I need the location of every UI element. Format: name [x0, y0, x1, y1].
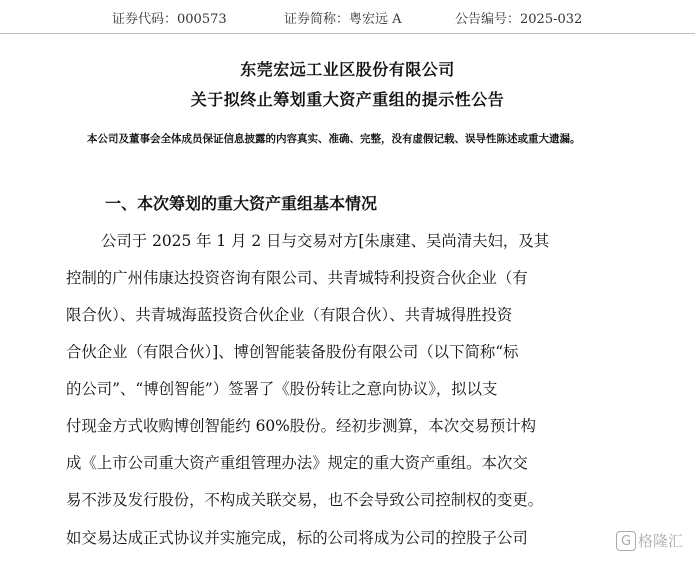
body-line-5: 的公司”、“博创智能”）签署了《股份转让之意向协议》，拟以支	[66, 380, 498, 398]
body-line-1: 公司于 2025 年 1 月 2 日与交易对方[朱康建、吴尚清夫妇，及其	[101, 232, 550, 250]
gelonghui-logo-icon: G	[616, 531, 636, 551]
announcement-header	[112, 8, 592, 28]
stock-code: 证券代码：000573	[112, 12, 227, 27]
announcement-title: 关于拟终止筹划重大资产重组的提示性公告	[190, 90, 505, 109]
body-line-4: 合伙企业（有限合伙）]、博创智能装备股份有限公司（以下简称“标	[66, 343, 519, 361]
body-line-3: 限合伙）、共青城海蓝投资合伙企业（有限合伙）、共青城得胜投资	[66, 306, 513, 324]
announcement-number: 公告编号：2025-032	[455, 12, 583, 27]
body-line-2: 控制的广州伟康达投资咨询有限公司、共青城特利投资合伙企业（有	[66, 269, 528, 287]
watermark-text: 格隆汇	[638, 532, 684, 550]
company-title: 东莞宏远工业区股份有限公司	[240, 60, 455, 79]
stock-name: 证券简称：粤宏远 A	[284, 12, 402, 27]
body-line-8: 易不涉及发行股份，不构成关联交易，也不会导致公司控制权的变更。	[66, 491, 544, 509]
watermark	[614, 528, 685, 556]
board-statement: 本公司及董事会全体成员保证信息披露的内容真实、准确、完整，没有虚假记载、误导性陈述或重大遗漏。	[87, 133, 581, 145]
body-line-6: 付现金方式收购博创智能约 60%股份。经初步测算，本次交易预计构	[66, 417, 537, 435]
body-line-7: 成《上市公司重大资产重组管理办法》规定的重大资产重组。本次交	[66, 454, 528, 472]
header-divider	[0, 33, 695, 34]
section-heading: 一、本次筹划的重大资产重组基本情况	[105, 194, 378, 213]
body-line-9: 如交易达成正式协议并实施完成，标的公司将成为公司的控股子公司	[66, 529, 528, 547]
